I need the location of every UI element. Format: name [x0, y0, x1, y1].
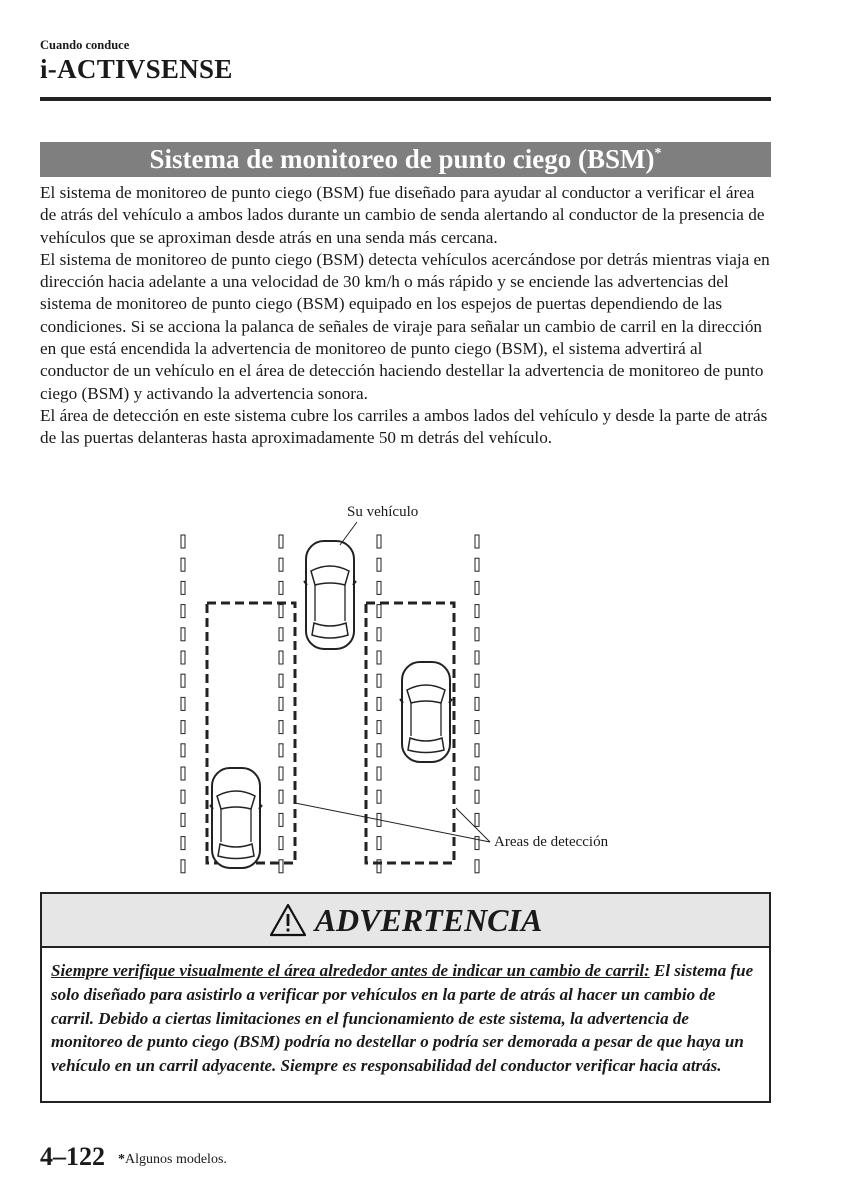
lane-dash	[181, 721, 185, 734]
title-rule	[40, 97, 771, 101]
footnote-text: Algunos modelos.	[125, 1152, 227, 1167]
lane-dash	[377, 837, 381, 850]
page-number: 4–122	[40, 1142, 105, 1171]
lane-dash	[181, 558, 185, 571]
lane-dash	[279, 581, 283, 594]
lane-dash	[475, 535, 479, 548]
lane-dash	[181, 605, 185, 618]
warning-triangle-icon	[269, 903, 307, 937]
paragraph: El sistema de monitoreo de punto ciego (BSM) detecta vehículos acercándose por detrás mientras viaja en dirección hacia adelante a una velocidad de 30 km/h o más rápido y se enciende las advertencias del sistema de monitoreo de punto ciego (BSM) equipado en los espejos de puertas dependiendo de las condiciones. Si se acciona la palanca de señales de viraje para señalar un cambio de carril en la dirección en que está encendida la advertencia de monitoreo de punto ciego (BSM), el sistema advertirá al conductor de un vehículo en el área de detección haciendo destellar la advertencia de monitoreo de punto ciego (BSM) y activando la advertencia sonora.	[40, 249, 770, 403]
lane-dash	[377, 535, 381, 548]
lane-dash	[475, 605, 479, 618]
lane-dash	[279, 697, 283, 710]
lane-dash	[279, 674, 283, 687]
lane-dash	[181, 790, 185, 803]
lane-dash	[475, 628, 479, 641]
paragraph: El sistema de monitoreo de punto ciego (BSM) fue diseñado para ayudar al conductor a verificar el área de atrás del vehículo a ambos lados durante un cambio de senda alertando al conductor de la presencia de vehículos que se aproximan desde atrás en una senda más cercana.	[40, 183, 765, 247]
label-areas-deteccion: Areas de detección	[494, 834, 609, 850]
label-su-vehiculo: Su vehículo	[347, 504, 419, 520]
footnote-mark: *	[118, 1152, 125, 1167]
bsm-diagram	[170, 500, 510, 880]
banner-asterisk: *	[654, 146, 662, 161]
lane-dash	[475, 860, 479, 873]
lane-dash	[279, 651, 283, 664]
warning-header	[42, 894, 769, 948]
car-right-lane	[400, 662, 452, 762]
footnote	[118, 1152, 227, 1168]
warning-title: ADVERTENCIA	[314, 901, 543, 938]
lane-dash	[181, 674, 185, 687]
lane-dash	[377, 790, 381, 803]
car-left-lane	[210, 768, 262, 868]
lane-dash	[279, 837, 283, 850]
lane-dash	[475, 790, 479, 803]
warning-body	[42, 948, 769, 1078]
lane-dash	[279, 605, 283, 618]
lane-dash	[279, 628, 283, 641]
lane-dash	[377, 721, 381, 734]
page-title: i-ACTIVSENSE	[40, 54, 233, 84]
lane-dash	[377, 628, 381, 641]
lane-dash	[279, 744, 283, 757]
lane-dash	[475, 558, 479, 571]
banner-title: Sistema de monitoreo de punto ciego (BSM)	[149, 144, 655, 174]
lane-dash	[181, 628, 185, 641]
lane-dash	[181, 813, 185, 826]
lane-dash	[181, 697, 185, 710]
lane-dash	[475, 837, 479, 850]
lane-dash	[181, 535, 185, 548]
lane-dash	[279, 790, 283, 803]
lane-dash	[181, 744, 185, 757]
lane-dash	[279, 535, 283, 548]
lane-dash	[377, 767, 381, 780]
warning-lead: Siempre verifique visualmente el área alrededor antes de indicar un cambio de carril:	[51, 961, 650, 980]
lane-dash	[475, 767, 479, 780]
lane-dash	[279, 767, 283, 780]
paragraph: El área de detección en este sistema cubre los carriles a ambos lados del vehículo y desde la parte de atrás de las puertas delanteras hasta aproximadamente 50 m detrás del vehículo.	[40, 405, 768, 448]
lane-dash	[181, 767, 185, 780]
leader-car	[340, 522, 357, 545]
lane-dash	[279, 860, 283, 873]
lane-dash	[377, 605, 381, 618]
lane-dash	[475, 674, 479, 687]
lane-dash	[181, 581, 185, 594]
warning-text: El sistema fue solo diseñado para asistirlo a verificar por vehículos en la parte de atrás al hacer un cambio de carril. Debido a ciertas limitaciones en el funcionamiento de este sistema, la advertencia de monitoreo de punto ciego (BSM) podría no destellar o podría ser demorada a pesar de que haya un vehículo en un carril adyacente. Siempre es responsabilidad del conductor verificar hacia atrás.	[51, 961, 754, 1076]
lane-dash	[475, 651, 479, 664]
lane-dash	[475, 744, 479, 757]
section-banner	[40, 142, 771, 177]
lane-dash	[377, 674, 381, 687]
lane-dash	[377, 581, 381, 594]
lane-dash	[279, 721, 283, 734]
lane-dash	[181, 837, 185, 850]
lane-dash	[377, 558, 381, 571]
lane-dash	[181, 651, 185, 664]
lane-dash	[279, 558, 283, 571]
lane-dash	[377, 744, 381, 757]
lane-dash	[377, 697, 381, 710]
leader-area-left	[295, 803, 490, 842]
lane-dash	[475, 581, 479, 594]
leader-area-right	[456, 808, 490, 842]
lane-dash	[475, 813, 479, 826]
car-own	[304, 541, 356, 649]
lane-dash	[475, 697, 479, 710]
warning-box	[40, 892, 771, 1103]
lane-dash	[181, 860, 185, 873]
lane-dash	[475, 721, 479, 734]
body-text	[40, 182, 771, 450]
lane-dash	[377, 651, 381, 664]
lane-dash	[279, 813, 283, 826]
section-label: Cuando conduce	[40, 38, 130, 52]
